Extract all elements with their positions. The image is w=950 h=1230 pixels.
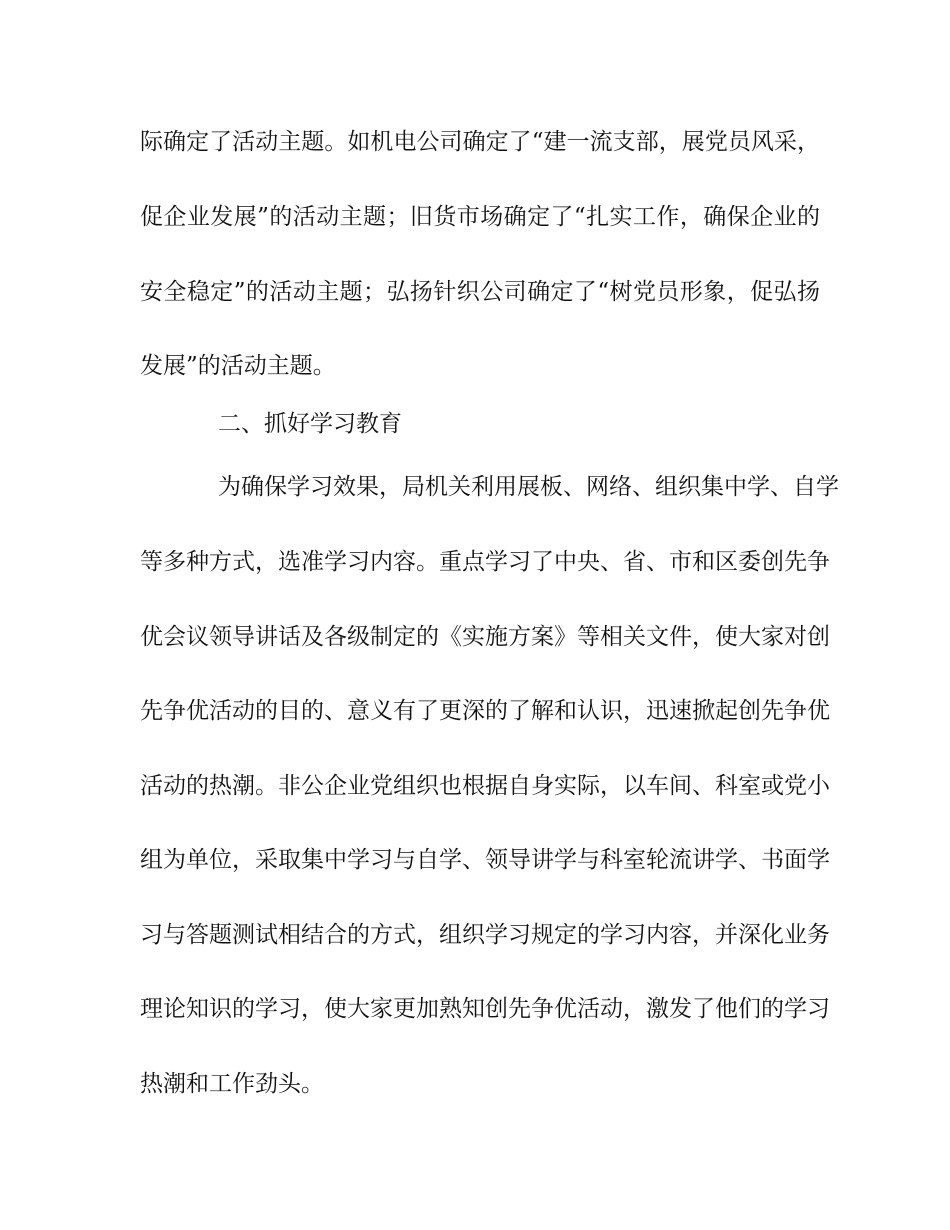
paragraph-line: 为确保学习效果，局机关利用展板、网络、组织集中学、自学 [218, 474, 839, 500]
paragraph-line: 发展”的活动主题。 [140, 353, 336, 379]
paragraph-line: 等多种方式，选准学习内容。重点学习了中央、省、市和区委创先争 [140, 549, 830, 575]
paragraph-line: 优会议领导讲话及各级制定的《实施方案》等相关文件，使大家对创 [140, 624, 830, 650]
paragraph-line: 理论知识的学习，使大家更加熟知创先争优活动，激发了他们的学习 [140, 996, 830, 1022]
paragraph-line: 组为单位，采取集中学习与自学、领导讲学与科室轮流讲学、书面学 [140, 847, 830, 873]
paragraph-line: 活动的热潮。非公企业党组织也根据自身实际，以车间、科室或党小 [140, 773, 830, 799]
paragraph-line: 先争优活动的目的、意义有了更深的了解和认识，迅速掀起创先争优 [140, 698, 830, 724]
paragraph-line: 促企业发展”的活动主题；旧货市场确定了“扎实工作，确保企业的 [140, 204, 820, 230]
paragraph-line: 安全稳定”的活动主题；弘扬针织公司确定了“树党员形象，促弘扬 [140, 279, 820, 305]
paragraph-line: 习与答题测试相结合的方式，组织学习规定的学习内容，并深化业务 [140, 922, 830, 948]
paragraph-line: 际确定了活动主题。如机电公司确定了“建一流支部，展党员风采， [140, 129, 820, 155]
section-heading: 二、抓好学习教育 [218, 411, 402, 437]
paragraph-line: 热潮和工作劲头。 [140, 1071, 324, 1097]
